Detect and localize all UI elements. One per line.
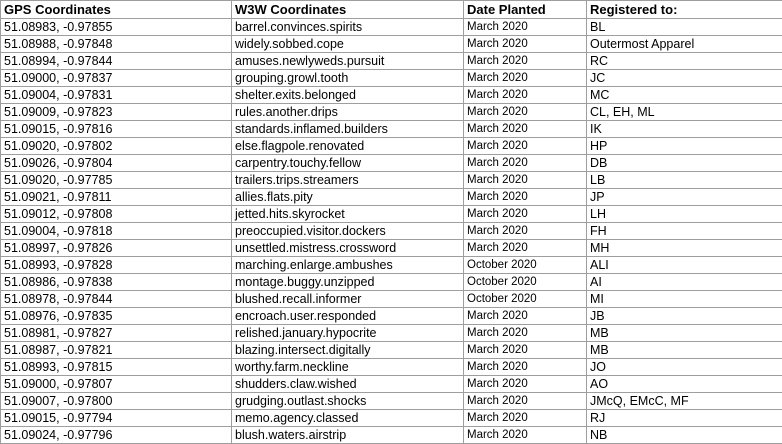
table-row [1,172,782,189]
w3w-cell[interactable]: widely.sobbed.cope [232,36,464,53]
w3w-cell[interactable]: grouping.growl.tooth [232,70,464,87]
registered-cell[interactable]: CL, EH, ML [587,104,782,121]
gps-cell[interactable]: 51.08986, -0.97838 [1,274,232,291]
table-row [1,410,782,427]
registered-cell[interactable]: JB [587,308,782,325]
gps-cell[interactable]: 51.08988, -0.97848 [1,36,232,53]
registered-cell[interactable]: AI [587,274,782,291]
table-row [1,53,782,70]
date-cell[interactable]: March 2020 [464,376,587,393]
date-cell[interactable]: March 2020 [464,308,587,325]
w3w-cell[interactable]: memo.agency.classed [232,410,464,427]
table-row [1,342,782,359]
w3w-cell[interactable]: grudging.outlast.shocks [232,393,464,410]
gps-cell[interactable]: 51.08976, -0.97835 [1,308,232,325]
w3w-cell[interactable]: blushed.recall.informer [232,291,464,308]
w3w-cell[interactable]: blush.waters.airstrip [232,427,464,444]
gps-cell[interactable]: 51.08997, -0.97826 [1,240,232,257]
date-cell[interactable]: March 2020 [464,36,587,53]
date-cell[interactable]: March 2020 [464,427,587,444]
date-cell[interactable]: March 2020 [464,138,587,155]
date-cell[interactable]: March 2020 [464,155,587,172]
w3w-cell[interactable]: allies.flats.pity [232,189,464,206]
registered-cell[interactable]: MH [587,240,782,257]
table-row [1,359,782,376]
w3w-cell[interactable]: rules.another.drips [232,104,464,121]
w3w-cell[interactable]: barrel.convinces.spirits [232,19,464,36]
header-gps-coordinates[interactable]: GPS Coordinates [1,1,232,19]
date-cell[interactable]: March 2020 [464,342,587,359]
table-row [1,325,782,342]
gps-cell[interactable]: 51.08981, -0.97827 [1,325,232,342]
gps-cell[interactable]: 51.08987, -0.97821 [1,342,232,359]
gps-cell[interactable]: 51.08978, -0.97844 [1,291,232,308]
registered-cell[interactable]: RC [587,53,782,70]
date-cell[interactable]: March 2020 [464,121,587,138]
w3w-cell[interactable]: montage.buggy.unzipped [232,274,464,291]
header-date-planted[interactable]: Date Planted [464,1,587,19]
registered-cell[interactable]: MI [587,291,782,308]
gps-cell[interactable]: 51.08983, -0.97855 [1,19,232,36]
registered-cell[interactable]: MC [587,87,782,104]
date-cell[interactable]: March 2020 [464,104,587,121]
gps-cell[interactable]: 51.09000, -0.97807 [1,376,232,393]
gps-cell[interactable]: 51.09000, -0.97837 [1,70,232,87]
registered-cell[interactable]: MB [587,342,782,359]
w3w-cell[interactable]: encroach.user.responded [232,308,464,325]
date-cell[interactable]: March 2020 [464,189,587,206]
table-row [1,308,782,325]
table-row [1,240,782,257]
registered-cell[interactable]: JC [587,70,782,87]
table-row [1,19,782,36]
table-row [1,36,782,53]
date-cell[interactable]: March 2020 [464,53,587,70]
date-cell[interactable]: March 2020 [464,223,587,240]
table-row [1,138,782,155]
w3w-cell[interactable]: shudders.claw.wished [232,376,464,393]
table-row [1,393,782,410]
table-row [1,274,782,291]
registered-cell[interactable]: MB [587,325,782,342]
registered-cell[interactable]: BL [587,19,782,36]
date-cell[interactable]: March 2020 [464,393,587,410]
table-row [1,206,782,223]
table-row [1,291,782,308]
date-cell[interactable]: October 2020 [464,274,587,291]
table-row [1,376,782,393]
w3w-cell[interactable]: marching.enlarge.ambushes [232,257,464,274]
table-row [1,155,782,172]
registered-cell[interactable]: LB [587,172,782,189]
registered-cell[interactable]: AO [587,376,782,393]
header-row [1,1,782,19]
registered-cell[interactable]: JP [587,189,782,206]
w3w-cell[interactable]: amuses.newlyweds.pursuit [232,53,464,70]
gps-cell[interactable]: 51.09009, -0.97823 [1,104,232,121]
w3w-cell[interactable]: jetted.hits.skyrocket [232,206,464,223]
date-cell[interactable]: March 2020 [464,19,587,36]
gps-cell[interactable]: 51.09021, -0.97811 [1,189,232,206]
table-row [1,223,782,240]
gps-cell[interactable]: 51.09020, -0.97802 [1,138,232,155]
registered-cell[interactable]: Outermost Apparel [587,36,782,53]
date-cell[interactable]: March 2020 [464,172,587,189]
gps-cell[interactable]: 51.09004, -0.97831 [1,87,232,104]
date-cell[interactable]: October 2020 [464,257,587,274]
w3w-cell[interactable]: blazing.intersect.digitally [232,342,464,359]
w3w-cell[interactable]: relished.january.hypocrite [232,325,464,342]
gps-cell[interactable]: 51.08993, -0.97828 [1,257,232,274]
date-cell[interactable]: March 2020 [464,410,587,427]
w3w-cell[interactable]: worthy.farm.neckline [232,359,464,376]
table-body [1,19,782,444]
registered-cell[interactable]: RJ [587,410,782,427]
header-registered-to[interactable]: Registered to: [587,1,782,19]
registered-cell[interactable]: JO [587,359,782,376]
date-cell[interactable]: March 2020 [464,240,587,257]
date-cell[interactable]: March 2020 [464,325,587,342]
registered-cell[interactable]: LH [587,206,782,223]
registered-cell[interactable]: FH [587,223,782,240]
registered-cell[interactable]: IK [587,121,782,138]
gps-cell[interactable]: 51.09020, -0.97785 [1,172,232,189]
gps-cell[interactable]: 51.08993, -0.97815 [1,359,232,376]
gps-cell[interactable]: 51.09007, -0.97800 [1,393,232,410]
table-row [1,121,782,138]
gps-cell[interactable]: 51.09015, -0.97794 [1,410,232,427]
w3w-cell[interactable]: carpentry.touchy.fellow [232,155,464,172]
gps-cell[interactable]: 51.09015, -0.97816 [1,121,232,138]
table-row [1,427,782,444]
w3w-cell[interactable]: preoccupied.visitor.dockers [232,223,464,240]
w3w-cell[interactable]: unsettled.mistress.crossword [232,240,464,257]
date-cell[interactable]: March 2020 [464,87,587,104]
registered-cell[interactable]: HP [587,138,782,155]
gps-cell[interactable]: 51.08994, -0.97844 [1,53,232,70]
registered-cell[interactable]: JMcQ, EMcC, MF [587,393,782,410]
header-w3w-coordinates[interactable]: W3W Coordinates [232,1,464,19]
gps-cell[interactable]: 51.09026, -0.97804 [1,155,232,172]
date-cell[interactable]: March 2020 [464,206,587,223]
gps-cell[interactable]: 51.09012, -0.97808 [1,206,232,223]
date-cell[interactable]: March 2020 [464,70,587,87]
registered-cell[interactable]: DB [587,155,782,172]
registered-cell[interactable]: ALI [587,257,782,274]
registered-cell[interactable]: NB [587,427,782,444]
date-cell[interactable]: March 2020 [464,359,587,376]
table-row [1,189,782,206]
gps-cell[interactable]: 51.09024, -0.97796 [1,427,232,444]
table-row [1,104,782,121]
table-row [1,87,782,104]
w3w-cell[interactable]: else.flagpole.renovated [232,138,464,155]
w3w-cell[interactable]: standards.inflamed.builders [232,121,464,138]
w3w-cell[interactable]: trailers.trips.streamers [232,172,464,189]
table-row [1,257,782,274]
table-row [1,70,782,87]
date-cell[interactable]: October 2020 [464,291,587,308]
gps-cell[interactable]: 51.09004, -0.97818 [1,223,232,240]
w3w-cell[interactable]: shelter.exits.belonged [232,87,464,104]
